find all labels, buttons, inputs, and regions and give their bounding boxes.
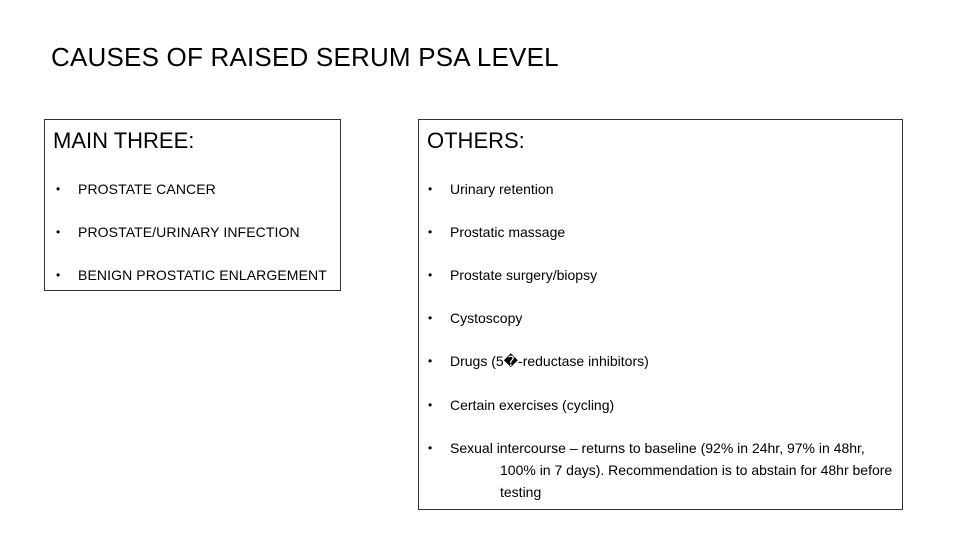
- bullet-icon: •: [56, 182, 61, 196]
- main-causes-heading: MAIN THREE:: [53, 128, 195, 153]
- list-item: [427, 394, 898, 416]
- main-causes-box: [44, 119, 341, 291]
- bullet-icon: •: [428, 354, 433, 368]
- list-item-text: PROSTATE CANCER: [78, 181, 216, 197]
- list-item: [427, 350, 898, 372]
- list-item: [55, 264, 327, 286]
- list-item: [55, 178, 216, 200]
- list-item-text: Urinary retention: [450, 181, 554, 197]
- bullet-icon: •: [428, 268, 433, 282]
- other-causes-box: [418, 119, 903, 510]
- other-causes-heading: OTHERS:: [427, 128, 525, 153]
- list-item-text: BENIGN PROSTATIC ENLARGEMENT: [78, 267, 327, 283]
- list-item: [427, 437, 898, 503]
- slide-title: CAUSES OF RAISED SERUM PSA LEVEL: [51, 42, 559, 72]
- list-item-text: PROSTATE/URINARY INFECTION: [78, 224, 300, 240]
- list-item-text: Sexual intercourse – returns to baseline (92% in 24hr, 97% in 48hr, 100% in 7 days). Recommendation is to abstain for 48hr before testing: [450, 440, 893, 500]
- bullet-icon: •: [428, 398, 433, 412]
- list-item-text: Prostatic massage: [450, 224, 566, 240]
- bullet-icon: •: [428, 441, 433, 455]
- list-item: [427, 264, 898, 286]
- bullet-icon: •: [56, 268, 61, 282]
- list-item: [427, 178, 898, 200]
- bullet-icon: •: [428, 311, 433, 325]
- list-item-text: Cystoscopy: [450, 310, 523, 326]
- list-item-text: Certain exercises (cycling): [450, 397, 615, 413]
- list-item: [427, 307, 898, 329]
- bullet-icon: •: [428, 225, 433, 239]
- bullet-icon: •: [56, 225, 61, 239]
- list-item: [55, 221, 300, 243]
- list-item: [427, 221, 898, 243]
- list-item-text: Prostate surgery/biopsy: [450, 267, 598, 283]
- list-item-text: Drugs (5�-reductase inhibitors): [450, 353, 649, 369]
- bullet-icon: •: [428, 182, 433, 196]
